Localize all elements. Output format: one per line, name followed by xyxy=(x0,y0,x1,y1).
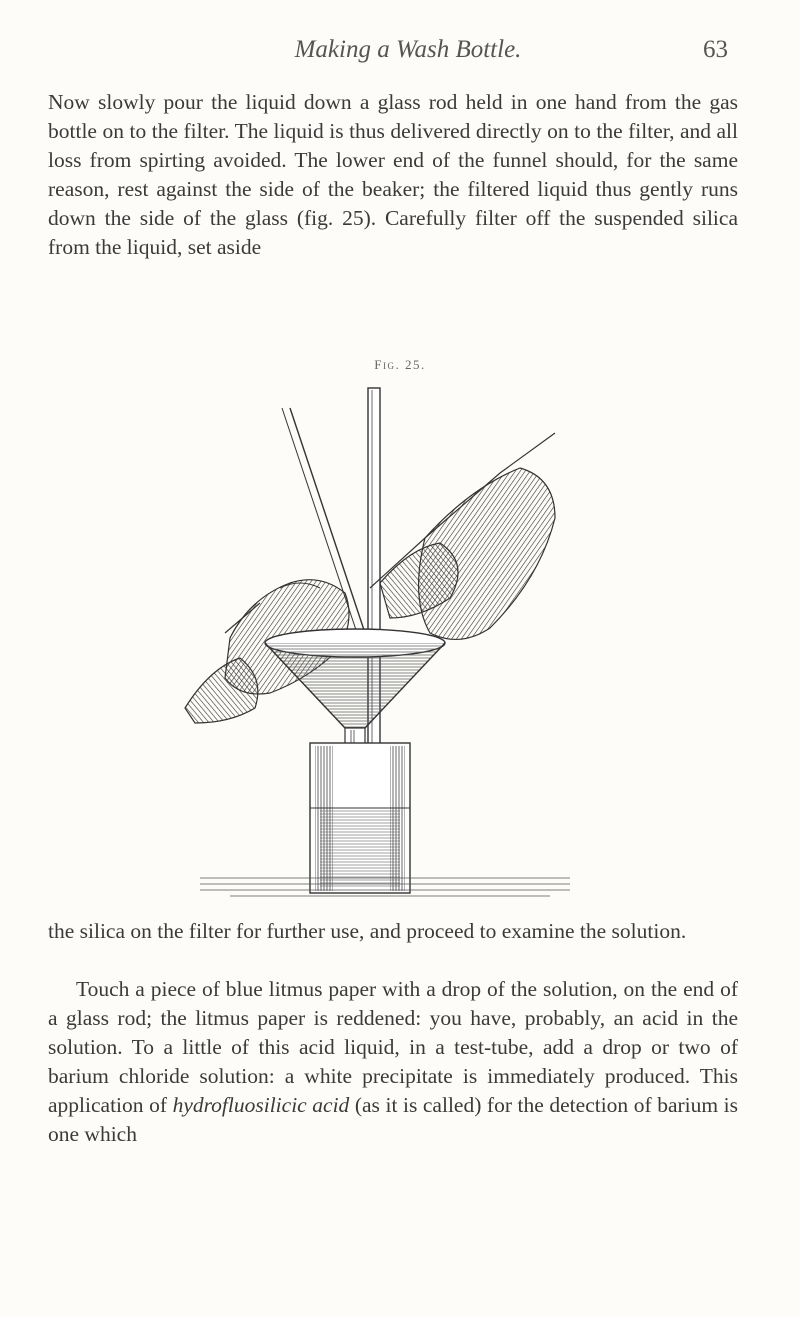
paragraph-2: the silica on the filter for further use, and proceed to examine the solution. xyxy=(48,919,687,943)
figure-caption: Fig. 25. xyxy=(374,357,426,372)
paragraph-3-start: Touch a piece of blue litmus paper with a drop of the solution, on the end of a glass rod; the litmus paper is reddened: you have, probably, an acid in the solution. To a little of this acid liquid, in a test-tube, add a drop or two of barium chloride solution: a white precipitate is immediately produced. This application of xyxy=(48,977,738,1117)
paragraph-3-end: (as it is called) for the detection of barium is one which xyxy=(48,1093,739,1146)
running-head xyxy=(88,36,728,76)
paragraph-1: Now slowly pour the liquid down a glass rod held in one hand from the gas bottle on to the filter. The liquid is thus delivered directly on to the filter, and all loss from spirting avoided. The lower end of the funnel should, for the same reason, rest against the side of the beaker; the filtered liquid thus gently runs down the side of the glass (fig. 25). Carefully filter off the suspended silica from the liquid, set aside xyxy=(48,90,738,259)
filtration-engraving xyxy=(170,378,610,906)
page-number: 63 xyxy=(703,36,728,63)
paragraph-3-italic-term: hydrofluosilicic acid xyxy=(172,1093,350,1117)
beaker xyxy=(310,743,410,893)
right-hand-with-bottle xyxy=(370,433,555,639)
paragraph-3 xyxy=(48,975,738,1149)
figure-filtration-illustration xyxy=(170,378,610,906)
running-head-title: Making a Wash Bottle. xyxy=(294,36,522,63)
